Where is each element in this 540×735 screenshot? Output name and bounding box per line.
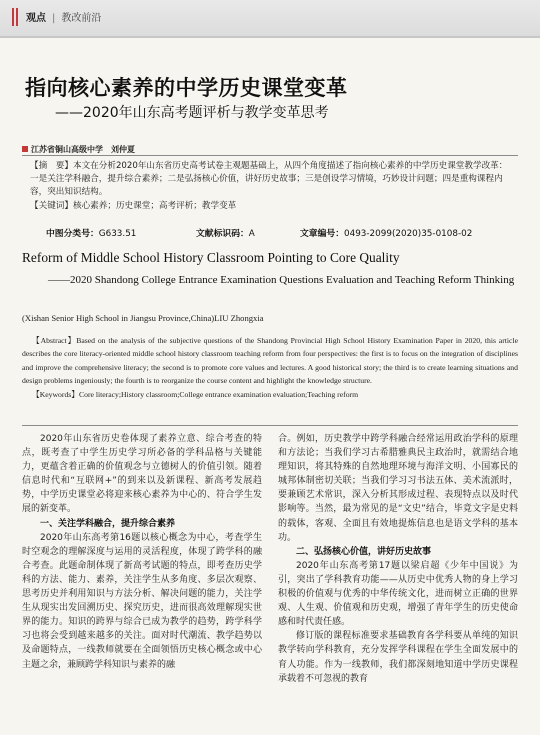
clc-doc bbox=[196, 226, 255, 239]
clc-doc-value: A bbox=[248, 229, 255, 239]
keywords-en-label: 【Keywords】 bbox=[32, 389, 79, 399]
header-divider: | bbox=[52, 13, 56, 24]
clc-article bbox=[300, 226, 472, 239]
header-text bbox=[26, 9, 101, 24]
header-category: 教改前沿 bbox=[61, 13, 102, 24]
section-heading-2: 二、弘扬核心价值，讲好历史故事 bbox=[296, 546, 432, 557]
header-rule bbox=[0, 36, 540, 38]
body-paragraph: 2020年山东省历史卷体现了素养立意、综合考查的特点，既考查了中学生历史学习所必备的学科品格与关键能力，更蕴含着正确的价值观念与立德树人的价值引领。随着信息时代和“互联网+”的到来以及新课程、新高考发展趋势，中学历史课堂必将迎来核心素养为中心的、符合学生发展的新变革。 bbox=[22, 434, 262, 515]
author-rule bbox=[22, 155, 518, 156]
body-rule bbox=[22, 425, 518, 426]
clc-doc-label: 文献标识码： bbox=[196, 229, 249, 239]
section-heading-1: 一、关注学科融合，提升综合素养 bbox=[40, 518, 176, 529]
abstract-en bbox=[22, 334, 518, 401]
abstract-cn bbox=[30, 160, 514, 213]
body-paragraph: 合。例如，历史教学中跨学科融合经常运用政治学科的原理和方法论；当我们学习古希腊雅典民主政治时，就需结合地理知识，将其特殊的自然地理环境与海洋文明、小国寡民的城邦体制密切关联；当我们学习习书法五体、美术流派时，要兼顾艺术常识，深入分析其形成过程、表现特点以及时代影响等。当然，最为常见的是“文史”结合，毕竟文字是史料的载体，客观、全面且有效地提炼信息也是语文学科的基本功。 bbox=[278, 434, 518, 543]
author-line: 江苏省铜山高级中学 刘仲夏 bbox=[22, 144, 135, 155]
keywords-cn-text: 核心素养；历史课堂；高考评析；教学变革 bbox=[72, 200, 237, 211]
keywords-en-paragraph bbox=[22, 388, 518, 401]
abstract-cn-text: 本文在分析2020年山东省历史高考试卷主观题基础上，从四个角度描述了指向核心素养的中学历史课堂教学改革：一是关注学科融合，提升综合素养；二是弘扬核心价值，讲好历史故事；三是创设学习情境，巧妙设计问题；四是重构课程内容，突出知识结构。 bbox=[30, 161, 508, 198]
article-title: 指向核心素养的中学历史课堂变革 bbox=[25, 76, 348, 100]
body-paragraph: 2020年山东高考第17题以梁启超《少年中国说》为引，突出了学科教育功能——从历史中优秀人物的身上学习积极的价值观与优秀的中华传统文化，进而树立正确的世界观、人生观、价值观和历史观，增强了青年学生的历史使命感和时代责任感。 bbox=[278, 560, 518, 628]
abstract-en-label: 【Abstract】 bbox=[32, 336, 77, 345]
header-section: 观点 bbox=[26, 13, 46, 24]
english-title: Reform of Middle School History Classroom Pointing to Core Quality bbox=[22, 250, 400, 265]
header-marker-icon bbox=[12, 8, 18, 26]
abstract-cn-label: 【摘 要】 bbox=[30, 161, 73, 171]
english-subtitle: ——2020 Shandong College Entrance Examination Questions Evaluation and Teaching Reform Thinking bbox=[48, 274, 515, 286]
clc-class bbox=[46, 226, 136, 239]
abstract-cn-paragraph bbox=[30, 160, 514, 200]
keywords-cn-paragraph bbox=[30, 200, 514, 213]
header-band bbox=[0, 0, 540, 36]
body-column-right bbox=[278, 432, 518, 686]
english-affiliation: (Xishan Senior High School in Jiangsu Province,China)LIU Zhongxia bbox=[22, 313, 264, 323]
body-column-left bbox=[22, 432, 262, 672]
clc-class-label: 中图分类号： bbox=[46, 229, 99, 239]
keywords-cn-label: 【关键词】 bbox=[30, 200, 73, 211]
body-paragraph: 修订版的课程标准要求基础教育各学科要从单纯的知识教学转向学科教育，充分发挥学科课程在学生全面发展中的育人功能。作为一线教师，我们都深刻地知道中学历史课程承载着不可忽视的教育 bbox=[278, 631, 518, 684]
clc-article-value: 0493-2099(2020)35-0108-02 bbox=[344, 229, 473, 239]
body-paragraph: 2020年山东高考第16题以核心概念为中心，考查学生时空观念的理解深度与运用的灵活程度，体现了跨学科的融合考查。此题命制体现了新高考试题的特点，即考查历史学科的方法、能力、素养，关注学生从多角度、多层次观察、思考历史并利用知识与方法分析、解决问题的能力，关注学生从现实出发回溯历史、探究历史，进而很高效理解现实世界的能力。知识的跨界与综合已成为教学的趋势，跨学科学习也将会受到越来越多的关注。面对时代潮流、教学趋势以及命题特点，一线教师就要在全面领悟历史核心概念或中心主题之余，兼顾跨学科知识与素养的融 bbox=[22, 532, 262, 670]
abstract-en-text: Based on the analysis of the subjective questions of the Shandong Provincial High School History Examination Paper in 2020, this article describes the core literacy-oriented middle school history classroom teaching reform from four perspectives: the first is to focus on the integration of disciplines and improve the comprehensive literacy; the second is to promote core values and lectures. A good historical story; the third is to create learning situations and design problems ingeniously; the fourth is to reorganize the course content and highlight the knowledge structure. bbox=[22, 336, 518, 386]
article-subtitle: ——2020年山东高考题评析与教学变革思考 bbox=[55, 105, 329, 121]
keywords-en-text: Core literacy;History classroom;College entrance examination evaluation;Teaching reform bbox=[78, 389, 359, 399]
clc-class-value: G633.51 bbox=[98, 229, 137, 239]
clc-article-label: 文章编号： bbox=[300, 229, 344, 239]
abstract-en-paragraph bbox=[22, 334, 518, 388]
